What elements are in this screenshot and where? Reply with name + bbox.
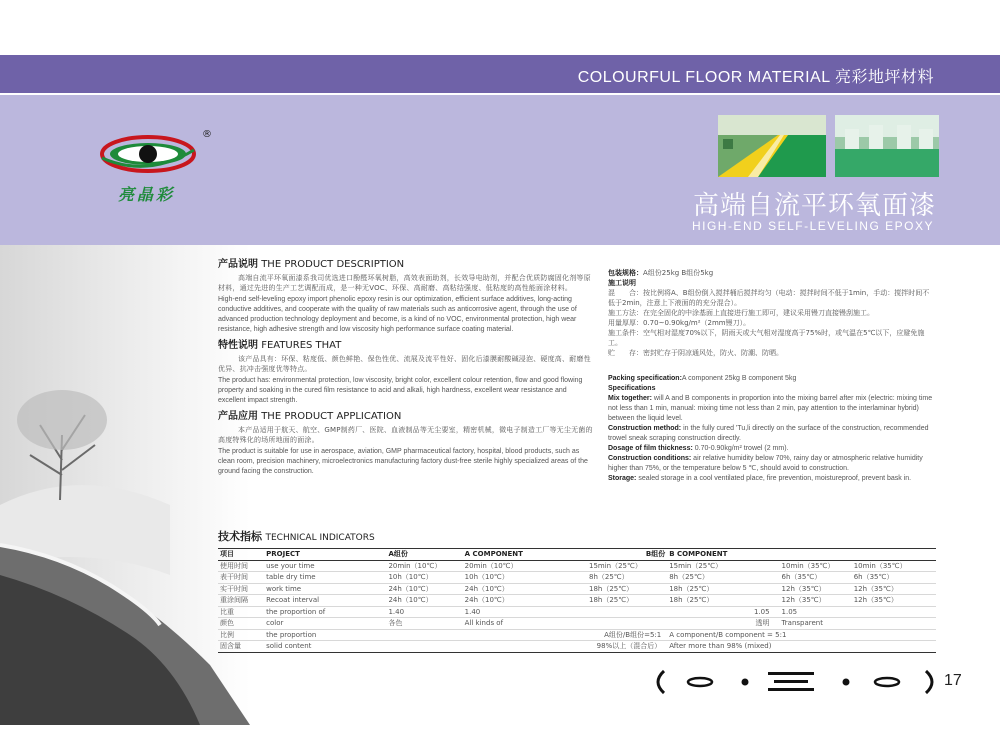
features-heading [218, 341, 596, 351]
table-cell: 12h（35℃） [780, 583, 852, 595]
table-cell: color [264, 618, 386, 630]
table-cell: 12h（35℃） [780, 595, 852, 607]
top-margin [0, 0, 1000, 55]
footer-ornament-icon [650, 668, 940, 696]
features-heading-en: FEATURES THAT [261, 340, 342, 351]
table-cell: 24h（10℃） [463, 583, 587, 595]
table-cell: 18h（25℃） [587, 583, 667, 595]
description-heading-en: THE PRODUCT DESCRIPTION [261, 259, 405, 270]
description-heading [218, 260, 596, 270]
condition-en-value: air relative humidity below 70%, rainy day or atmospheric relative humidity higher than 75%, or the temperature below 5 ℃, should avoid to construction. [608, 455, 923, 472]
packing-cn-label: 包装规格： [608, 269, 643, 277]
header-cell: B组份 [587, 549, 667, 561]
packing-en [608, 374, 936, 384]
dosage-en-label: Dosage of film thickness: [608, 445, 693, 452]
logo-text: 亮晶彩 [118, 185, 176, 204]
table-row [218, 641, 936, 653]
condition-en-label: Construction conditions: [608, 455, 692, 462]
table-cell: the proportion [264, 629, 386, 641]
table-cell: 10h（10℃） [386, 572, 462, 584]
table-row [218, 606, 936, 618]
method-en [608, 424, 936, 444]
table-cell: 透明 [587, 618, 780, 630]
table-cell: 20min（10℃） [463, 560, 587, 572]
construction-heading-cn [608, 278, 936, 288]
table-cell: 15min（25℃） [587, 560, 667, 572]
table-cell: 表干时间 [218, 572, 264, 584]
method-en-label: Construction method: [608, 425, 682, 432]
mix-cn [608, 288, 936, 308]
tech-heading-en: TECHNICAL INDICATORS [265, 533, 375, 543]
table-cell: Transparent [780, 618, 936, 630]
header-cell: 项目 [218, 549, 264, 561]
table-cell: solid content [264, 641, 386, 653]
page-number: 17 [944, 672, 962, 689]
table-cell: 1.40 [386, 606, 462, 618]
tech-heading [218, 528, 375, 544]
storage-cn [608, 348, 936, 358]
mix-en [608, 394, 936, 424]
header-cell: PROJECT [264, 549, 386, 561]
table-cell: 颜色 [218, 618, 264, 630]
table-cell: 6h（35℃） [852, 572, 936, 584]
table-row [218, 618, 936, 630]
construction-heading-en-text: Specifications [608, 385, 656, 392]
construction-heading-en [608, 384, 936, 394]
table-cell: 24h（10℃） [463, 595, 587, 607]
table-cell: 18h（25℃） [587, 595, 667, 607]
header-title [578, 64, 934, 87]
table-cell: 比重 [218, 606, 264, 618]
table-cell: 比例 [218, 629, 264, 641]
table-cell: the proportion of [264, 606, 386, 618]
table-cell: 12h（35℃） [852, 583, 936, 595]
mix-cn-value: 按比例将A、B组份倒入搅拌桶后搅拌均匀（电动：搅拌时间不低于1min，手动：搅拌时间不低于2min，注意上下液面的的充分混合）。 [608, 289, 930, 307]
table-cell: 10min（35℃） [852, 560, 936, 572]
left-text-column [218, 260, 596, 483]
storage-cn-label: 贮 存： [608, 349, 643, 357]
table-cell: 固含量 [218, 641, 264, 653]
method-cn-label: 施工方法： [608, 309, 643, 317]
table-cell: Recoat interval [264, 595, 386, 607]
storage-en-value: sealed storage in a cool ventilated place, fire prevention, moistureproof, prevent bask in. [638, 475, 912, 482]
table-cell: All kinds of [463, 618, 587, 630]
features-text-en: The product has: environmental protection, low viscosity, bright color, excellent colour retention, flow and good flowing property and soaking in the cured film resistance to acid and alkali, high hardness, excellent wear resistance and excellent impact strength. [218, 377, 583, 404]
table-cell: work time [264, 583, 386, 595]
table-cell: After more than 98% (mixed) [667, 641, 936, 653]
table-row [218, 629, 936, 641]
table-cell: use your time [264, 560, 386, 572]
table-cell: 24h（10℃） [386, 583, 462, 595]
table-cell: 6h（35℃） [780, 572, 852, 584]
table-cell: 18h（25℃） [667, 595, 779, 607]
table-row [218, 583, 936, 595]
method-cn-value: 在完全固化的中涂基面上直接进行施工即可，建议采用镘刀直接镘刮施工。 [643, 309, 874, 317]
tech-heading-cn: 技术指标 [218, 530, 262, 543]
table-header-row [218, 549, 936, 561]
mix-cn-label: 混 合： [608, 289, 643, 297]
dosage-en-value: 0.70-0.90kg/m² trowel (2 mm). [694, 445, 789, 452]
table-cell: 20min（10℃） [386, 560, 462, 572]
mix-en-label: Mix together: [608, 395, 652, 402]
dosage-en [608, 444, 936, 454]
table-cell: 12h（35℃） [852, 595, 936, 607]
table-cell: 15min（25℃） [667, 560, 779, 572]
table-cell: 8h（25℃） [587, 572, 667, 584]
description-text-cn: 高端自流平环氧面漆系我司优选进口酚醛环氧树脂，高效表面助剂，长效导电助剂，并配合优质防腐固化剂等原材料，通过先进的生产工艺调配而成，是一种无VOC、环保、高耐磨、高粘结强度、低粘度的高性能面涂材料。 [218, 274, 591, 292]
table-cell: 1.05 [780, 606, 936, 618]
header-cell [852, 549, 936, 561]
features-text-cn: 该产品具有：环保、粘度低、颜色鲜艳、保色性优、流展及流平性好、固化后漆膜耐酸碱浸泡、硬度高、耐磨性优异、抗冲击强度优等特点。 [218, 355, 591, 373]
technical-indicators-table [218, 548, 936, 653]
condition-cn-label: 施工条件： [608, 329, 643, 337]
table-cell: 实干时间 [218, 583, 264, 595]
product-title-cn: 高端自流平环氧面漆 [692, 191, 936, 221]
table-cell: A组份/B组份=5:1 [386, 629, 667, 641]
condition-cn [608, 328, 936, 348]
header-cell [780, 549, 852, 561]
packing-en-label: Packing specification: [608, 375, 682, 382]
brand-en: COLOURFUL FLOOR MATERIAL [577, 69, 831, 86]
storage-en [608, 474, 936, 484]
packing-en-value: A component 25kg B component 5kg [681, 375, 797, 382]
table-cell: 98%以上（混合后） [386, 641, 667, 653]
table-row [218, 595, 936, 607]
mix-en-value: will A and B components in proportion into the mixing barrel after mix (electric: mixing time not less than 1 min, manual: mixing time not less than 2 min, pay attention to the interlaminar hybrid) between the liquid level. [608, 395, 933, 422]
description-heading-cn: 产品说明 [218, 259, 258, 270]
brand-cn: 亮彩地坪材料 [834, 69, 934, 86]
application-text-cn: 本产品适用于航天、航空、GMP制药厂、医院、血液制品等无尘要室，精密机械，微电子制造工厂等无尘无菌的高度特殊化的场所地面的面涂。 [218, 426, 593, 444]
floor-photo-green-room [835, 115, 939, 177]
construction-heading-cn-text: 施工说明 [608, 279, 636, 287]
application-heading-en: THE PRODUCT APPLICATION [261, 411, 402, 422]
table-cell: 1.40 [463, 606, 587, 618]
condition-cn-value: 空气相对湿度70%以下，阴雨天或大气相对湿度高于75%时，或气温在5℃以下，应避免施工。 [608, 329, 925, 347]
table-cell: table dry time [264, 572, 386, 584]
packing-cn [608, 268, 936, 278]
dosage-cn-label: 用量厚厚： [608, 319, 643, 327]
table-row [218, 572, 936, 584]
description-text-en: High-end self-leveling epoxy import phenolic epoxy resin is our optimization, efficient surface additives, long-acting conductive additives, and cooperate with the quality of raw materials such as anticorrosive agent, through the use of advanced production technology deployment and become, is a kind of no VOC, environmental protection, high wear resistance, high adhesive strength and low viscosity high performance surface coating material. [218, 296, 577, 333]
table-row [218, 560, 936, 572]
table-cell: A component/B component = 5:1 [667, 629, 936, 641]
product-title-en: HIGH-END SELF-LEVELING EPOXY [691, 219, 934, 233]
table-cell: 18h（25℃） [667, 583, 779, 595]
table-cell: 各色 [386, 618, 462, 630]
table-cell: 使用时间 [218, 560, 264, 572]
method-en-value: in the fully cured 'Tu,li directly on the surface of the construction, recommended trowel sneak scraping construction directly. [608, 425, 929, 442]
application-text-en: The product is suitable for use in aerospace, aviation, GMP pharmaceutical factory, hospital, blood products, such as clean room, precision machinery, microelectronics manufacturing factory dust-free sterile highly specialized areas of the ground facing the construction. [218, 448, 588, 475]
storage-cn-value: 密封贮存于阴凉通风处，防火、防潮、防晒。 [643, 349, 783, 357]
features-heading-cn: 特性说明 [218, 340, 258, 351]
packing-cn-value: A组份25kg B组份5kg [643, 269, 714, 277]
header-cell: A组份 [386, 549, 462, 561]
table-cell: 重涂间隔 [218, 595, 264, 607]
table-cell: 8h（25℃） [667, 572, 779, 584]
method-cn [608, 308, 936, 318]
table-cell: 24h（10℃） [386, 595, 462, 607]
dosage-cn-value: 0.70~0.90kg/m²（2mm镘刀）。 [643, 319, 751, 327]
winter-landscape-illustration [0, 245, 250, 725]
right-text-column [608, 268, 936, 484]
table-cell: 10h（10℃） [463, 572, 587, 584]
condition-en [608, 454, 936, 474]
application-heading [218, 412, 596, 422]
registered-mark: ® [202, 129, 212, 140]
storage-en-label: Storage: [608, 475, 637, 482]
application-heading-cn: 产品应用 [218, 411, 258, 422]
dosage-cn [608, 318, 936, 328]
header-cell: A COMPONENT [463, 549, 587, 561]
header-cell: B COMPONENT [667, 549, 779, 561]
table-cell: 1.05 [587, 606, 780, 618]
floor-photo-yellow-green [718, 115, 826, 177]
table-cell: 10min（35℃） [780, 560, 852, 572]
